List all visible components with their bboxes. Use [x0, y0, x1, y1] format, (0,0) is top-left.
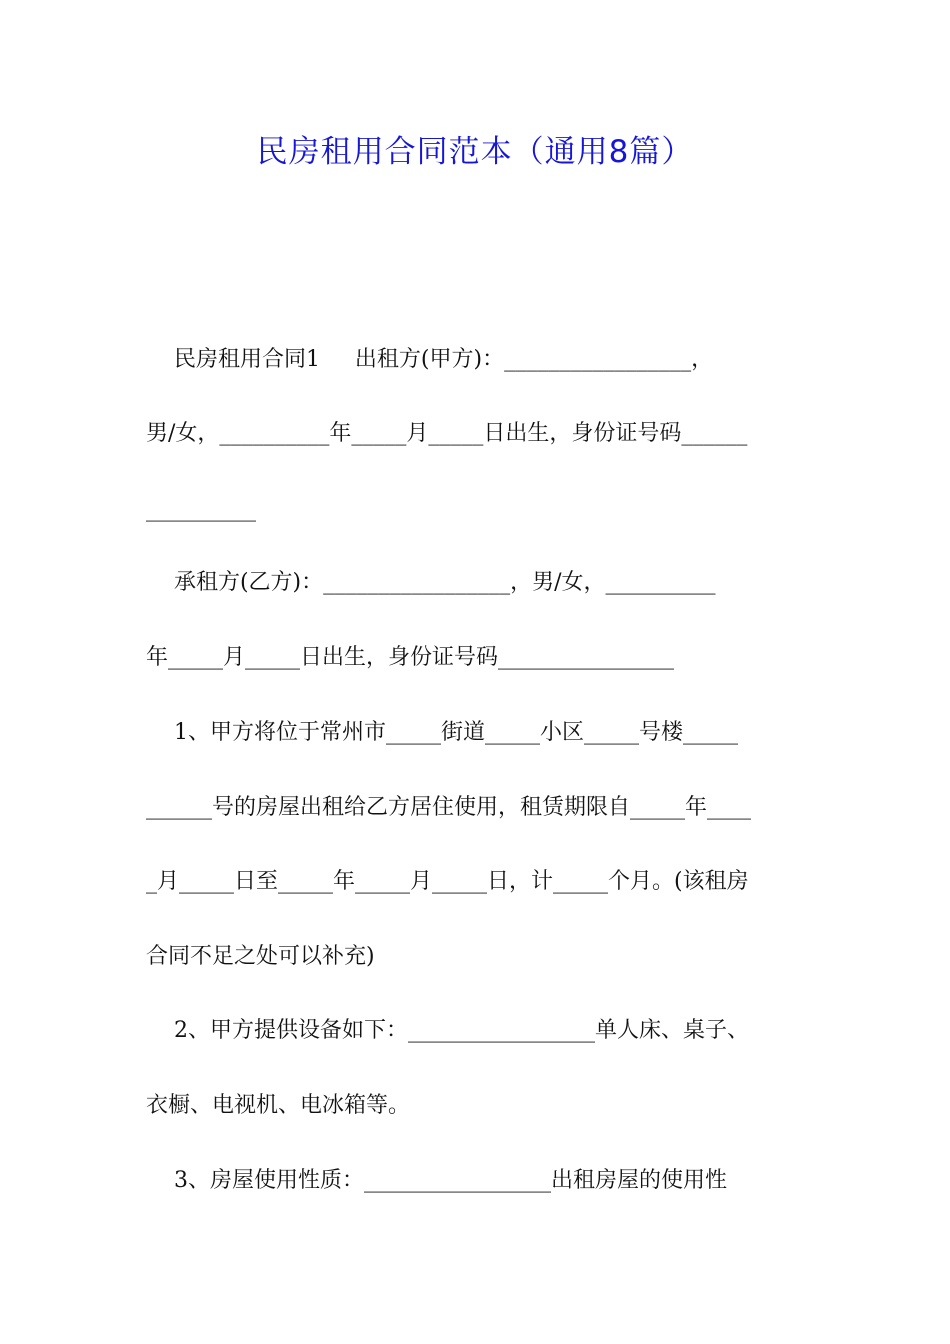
paragraph-line: 3、房屋使用性质：_________________出租房屋的使用性 [146, 1168, 727, 1193]
paragraph-line: 男/女，__________年_____月_____日出生，身份证号码______ [146, 421, 748, 446]
paragraph-line: 衣橱、电视机、电冰箱等。 [146, 1093, 411, 1118]
document-title: 民房租用合同范本（通用8篇） [256, 134, 694, 170]
paragraph-line: __________ [146, 497, 256, 522]
paragraph-line: 合同不足之处可以补充) [146, 944, 375, 969]
paragraph-line: ______号的房屋出租给乙方居住使用，租赁期限自_____年____ [146, 795, 752, 820]
paragraph-line: 民房租用合同1 出租方(甲方)：_________________， [146, 347, 714, 372]
paragraph-line: _月_____日至_____年_____月_____日，计_____个月。(该租房 [146, 869, 749, 894]
paragraph-line: 承租方(乙方)：_________________，男/女，__________ [146, 570, 716, 595]
paragraph-line: 1、甲方将位于常州市_____街道_____小区_____号楼_____ [146, 720, 738, 745]
paragraph-line: 2、甲方提供设备如下：_________________单人床、桌子、 [146, 1018, 749, 1043]
paragraph-line: 年_____月_____日出生，身份证号码________________ [146, 645, 675, 670]
